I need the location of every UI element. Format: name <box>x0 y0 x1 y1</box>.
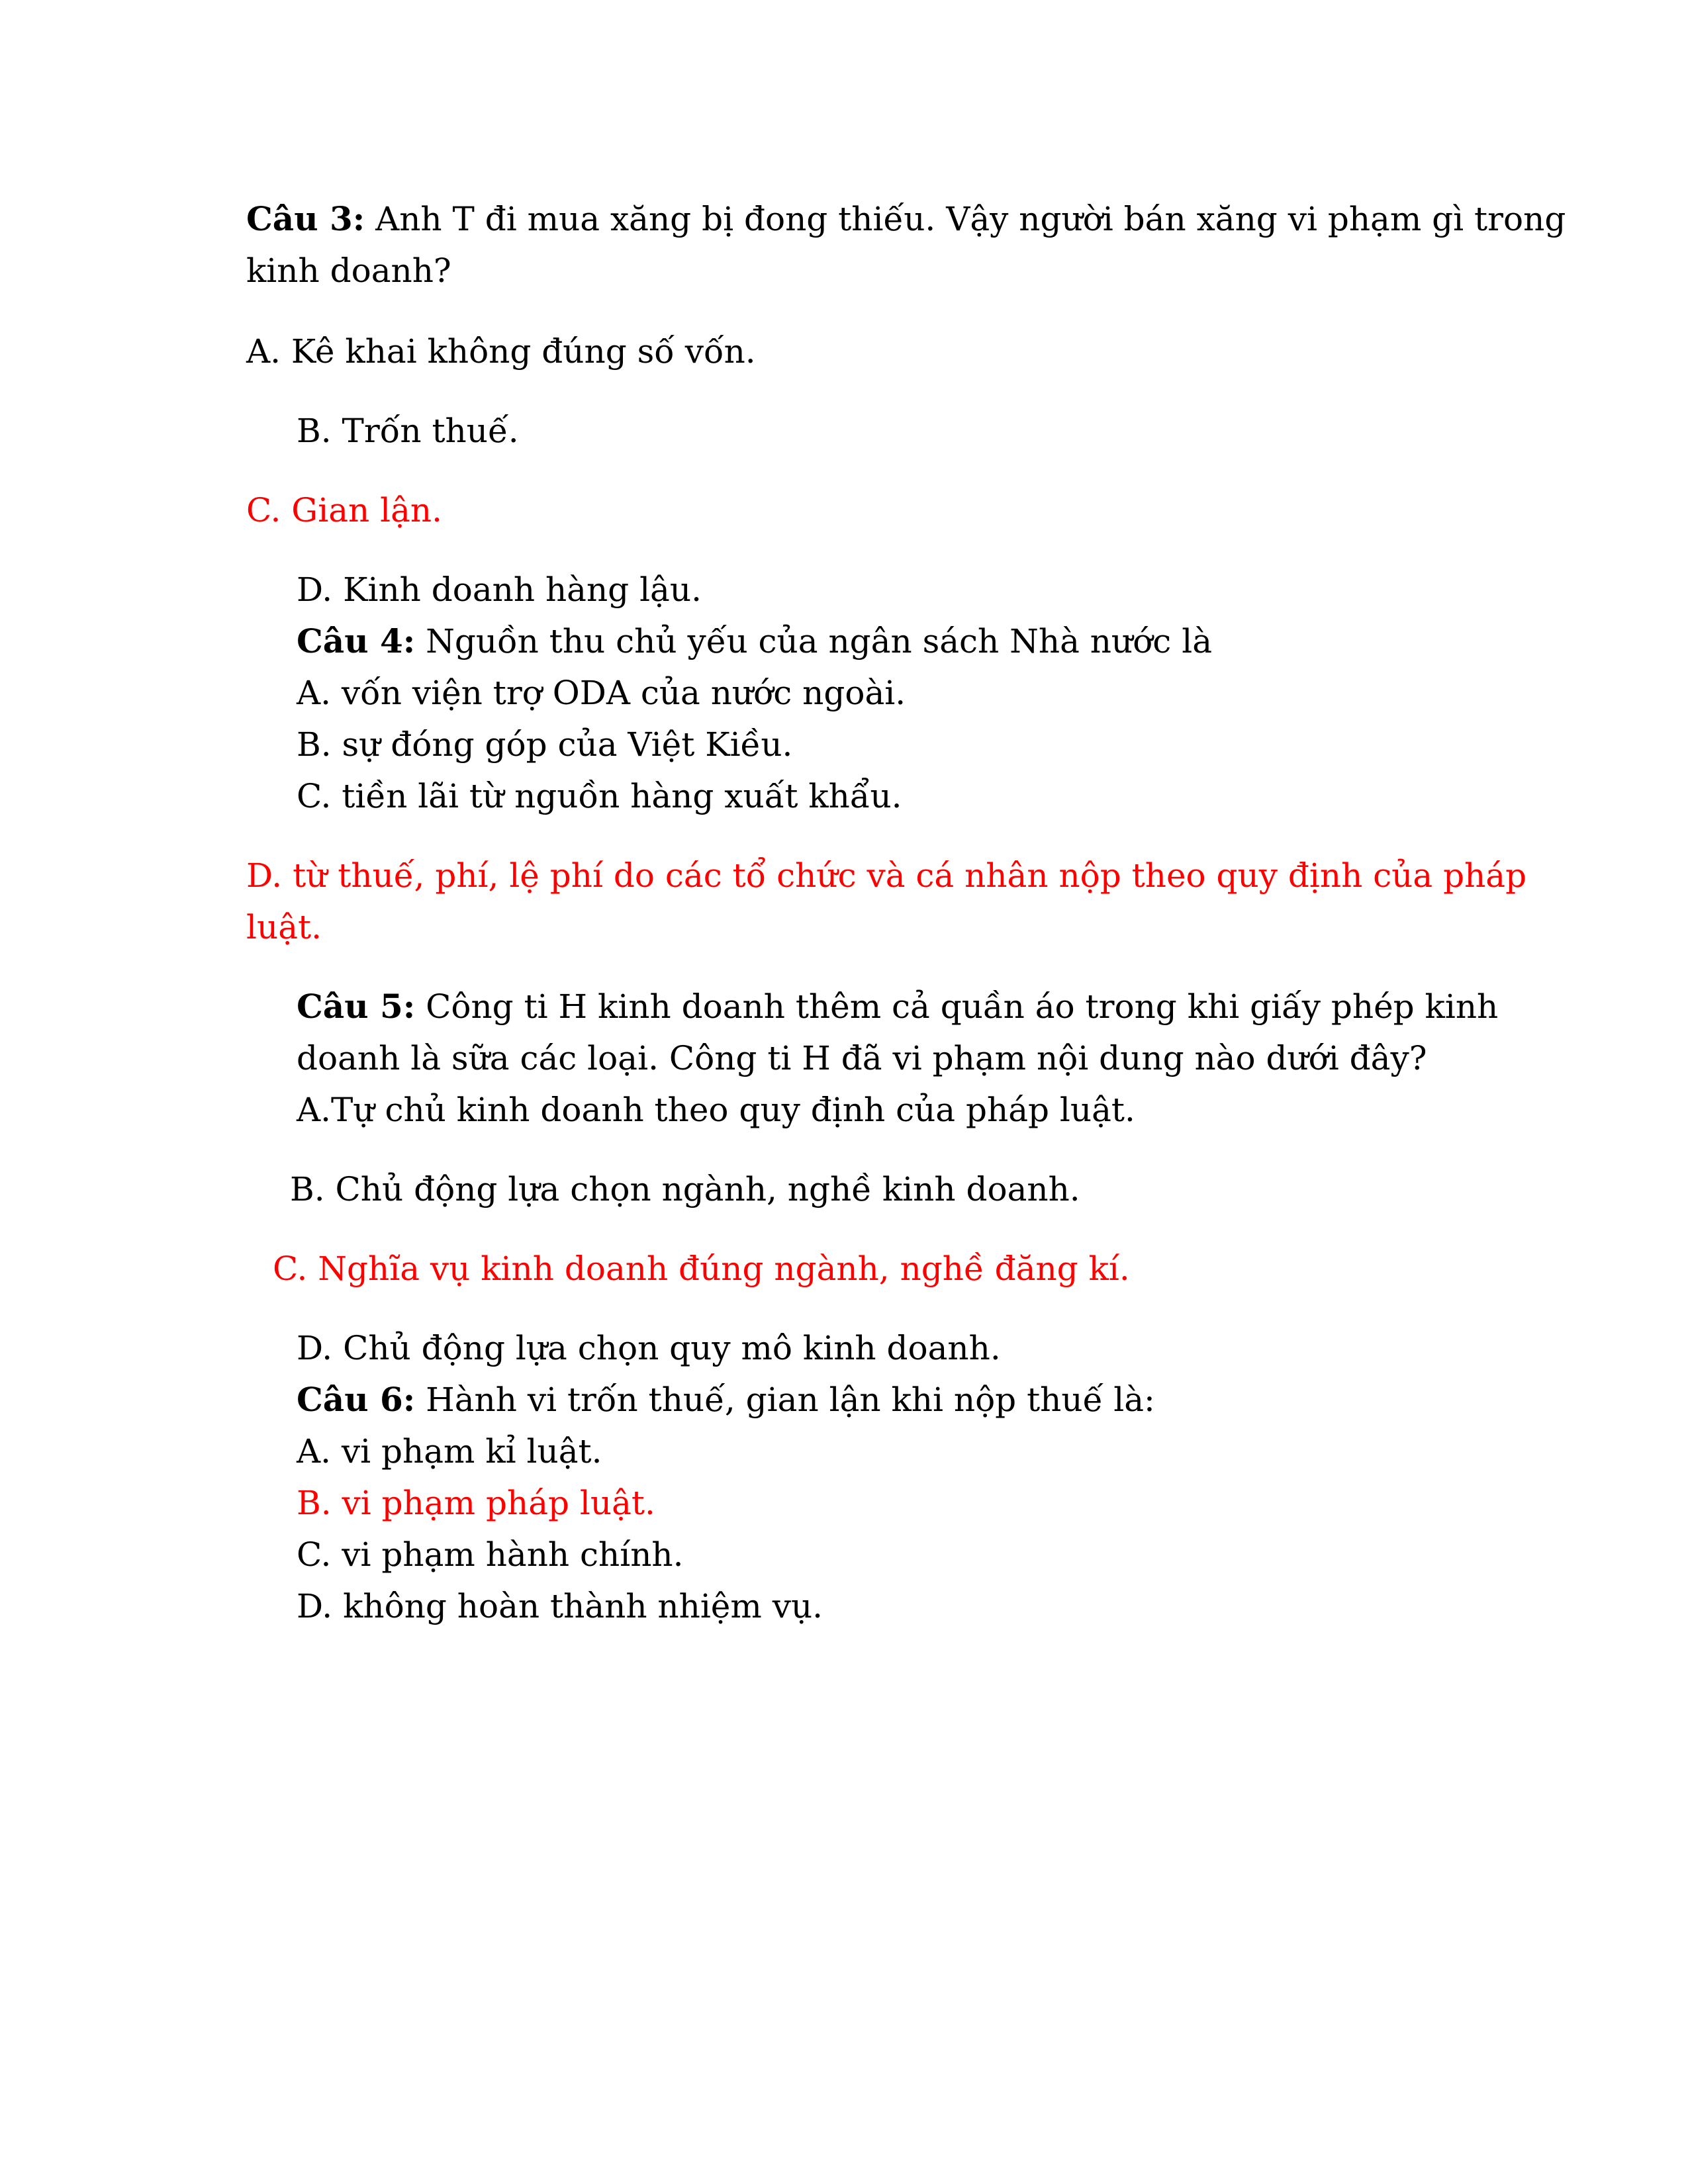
question-6-option-c: C. vi phạm hành chính. <box>297 1535 684 1574</box>
question-5-option-d: D. Chủ động lựa chọn quy mô kinh doanh. <box>297 1329 1001 1367</box>
question-3 <box>246 193 1570 296</box>
question-4-option-b: B. sự đóng góp của Việt Kiều. <box>297 725 793 764</box>
question-6-label: Câu 6: <box>297 1380 416 1419</box>
question-4-option-c: C. tiền lãi từ nguồn hàng xuất khẩu. <box>297 777 902 815</box>
question-6-option-d: D. không hoàn thành nhiệm vụ. <box>297 1587 823 1625</box>
question-6-option-b-correct: B. vi phạm pháp luật. <box>297 1484 655 1522</box>
question-4-label: Câu 4: <box>297 621 416 660</box>
question-3-option-d: D. Kinh doanh hàng lậu. <box>297 570 702 609</box>
question-6 <box>297 1374 1155 1426</box>
question-6-text: Hành vi trốn thuế, gian lận khi nộp thuế là: <box>426 1381 1155 1419</box>
question-4 <box>297 615 1212 667</box>
question-3-option-a: A. Kê khai không đúng số vốn. <box>246 332 756 371</box>
question-5-option-b: B. Chủ động lựa chọn ngành, nghề kinh doanh. <box>290 1170 1080 1208</box>
question-5-option-a: A.Tự chủ kinh doanh theo quy định của pháp luật. <box>297 1091 1135 1129</box>
question-5-label: Câu 5: <box>297 987 416 1026</box>
question-4-option-a: A. vốn viện trợ ODA của nước ngoài. <box>297 674 906 712</box>
question-5-text: Công ti H kinh doanh thêm cả quần áo trong khi giấy phép kinh doanh là sữa các loại. Công ti H đã vi phạm nội dung nào dưới đây? <box>297 987 1499 1077</box>
question-3-label: Câu 3: <box>246 199 365 238</box>
question-4-text: Nguồn thu chủ yếu của ngân sách Nhà nước là <box>426 622 1212 660</box>
question-3-option-c-correct: C. Gian lận. <box>246 491 442 529</box>
question-5 <box>297 981 1521 1084</box>
question-3-option-b: B. Trốn thuế. <box>297 412 519 450</box>
question-6-option-a: A. vi phạm kỉ luật. <box>297 1432 602 1471</box>
question-3-text: Anh T đi mua xăng bị đong thiếu. Vậy người bán xăng vi phạm gì trong kinh doanh? <box>246 200 1566 290</box>
question-5-option-c-correct: C. Nghĩa vụ kinh doanh đúng ngành, nghề đăng kí. <box>273 1250 1130 1288</box>
question-4-option-d-correct: D. từ thuế, phí, lệ phí do các tổ chức và cá nhân nộp theo quy định của pháp luật. <box>246 856 1527 946</box>
